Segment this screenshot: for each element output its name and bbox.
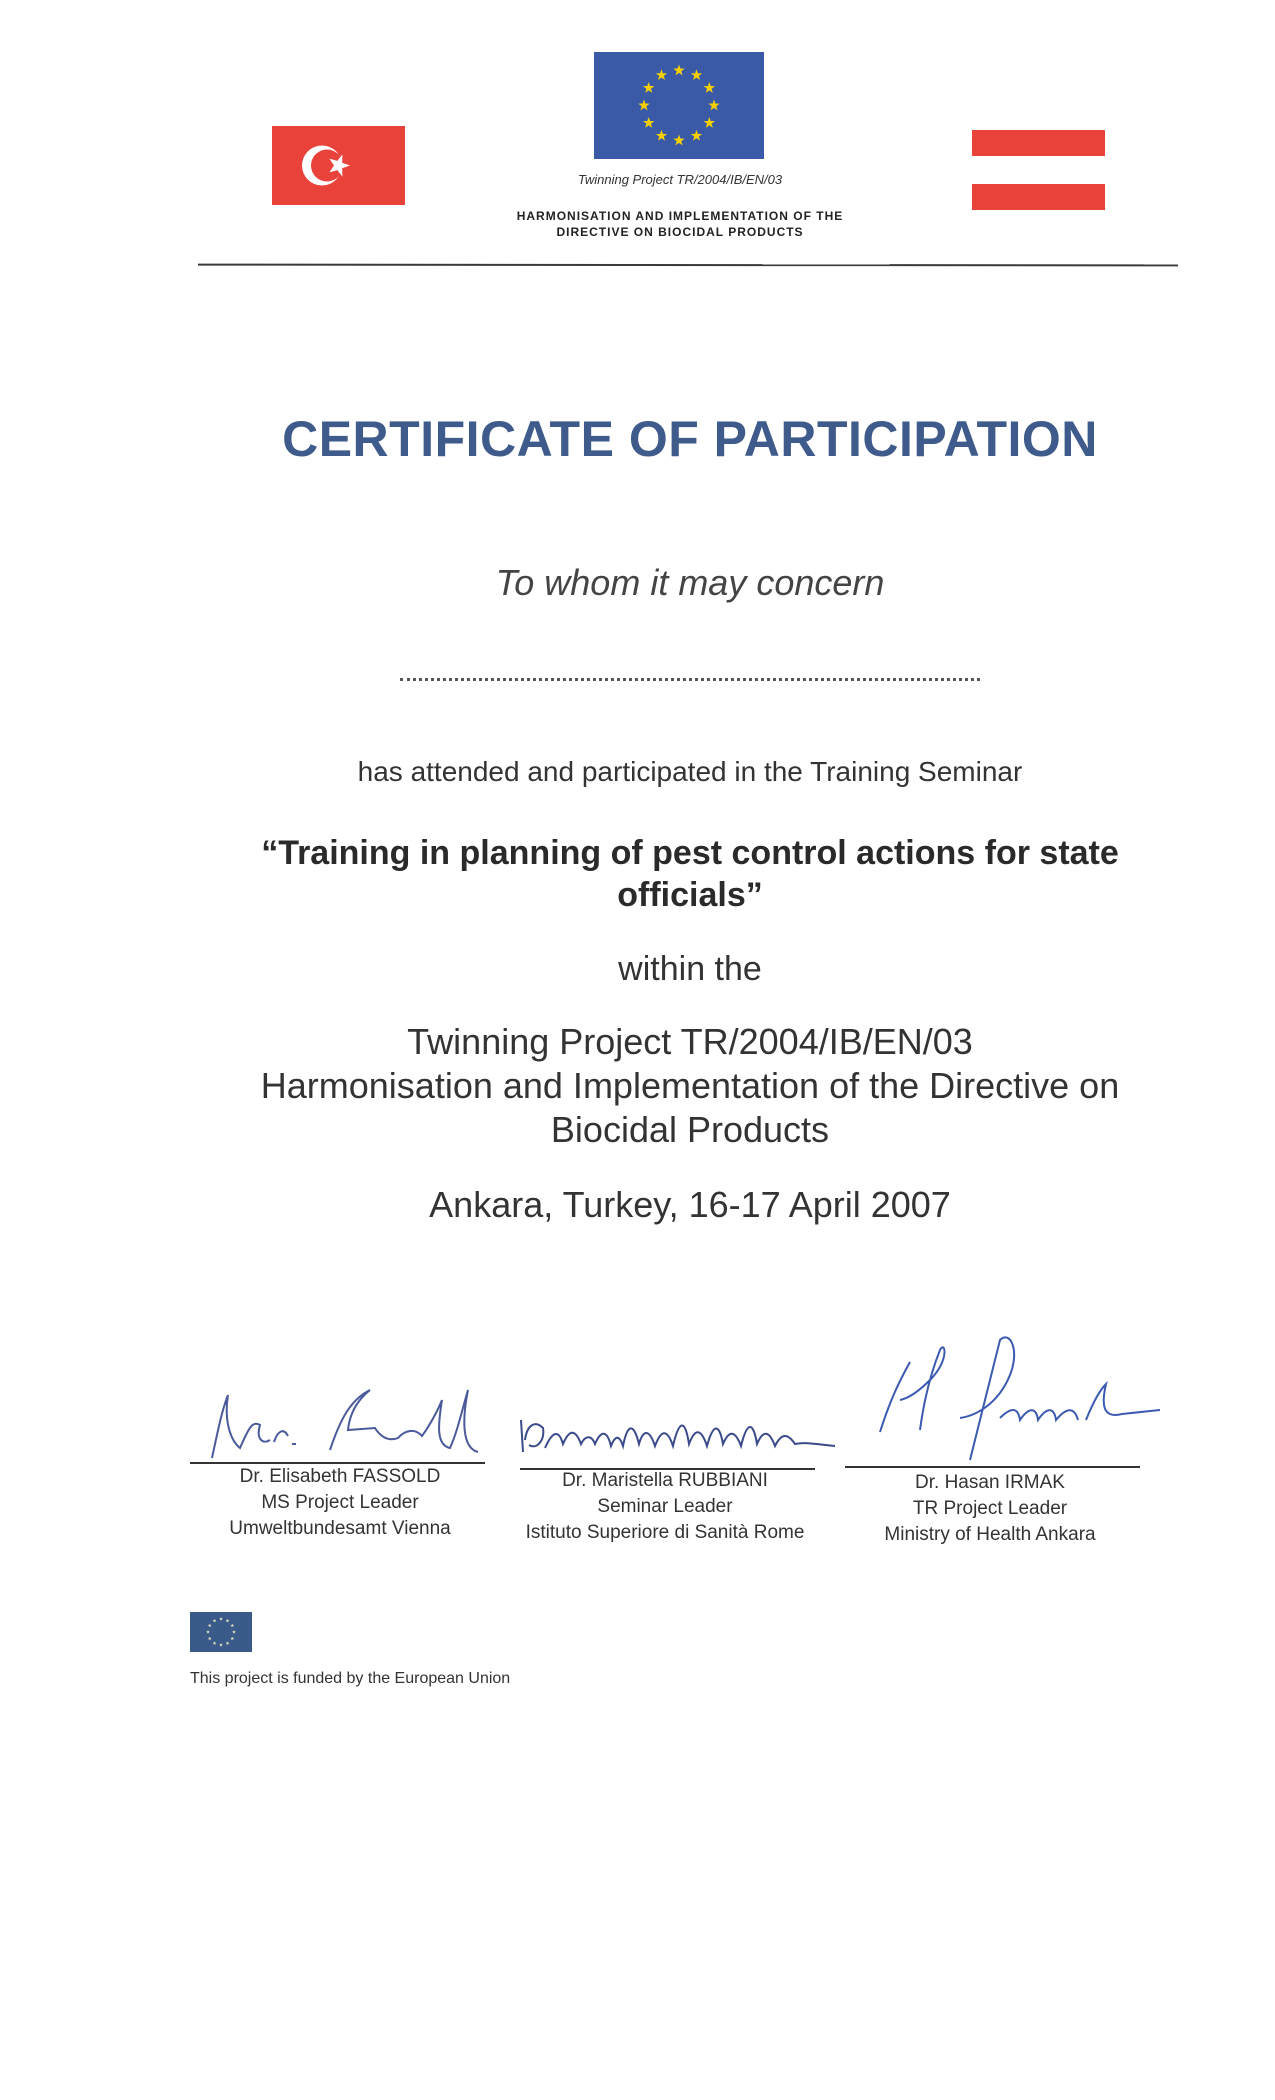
eu-small-flag-icon: [190, 1612, 252, 1652]
header-divider: [198, 264, 1178, 267]
salutation: To whom it may concern: [495, 562, 885, 603]
attended-text: has attended and participated in the Training Seminar: [357, 756, 1023, 787]
signatory-organization: Istituto Superiore di Sanità Rome: [525, 1522, 805, 1543]
place-and-date: Ankara, Turkey, 16-17 April 2007: [429, 1184, 951, 1225]
signature-line: [845, 1466, 1140, 1468]
signatory-role: MS Project Leader: [261, 1492, 419, 1513]
signatory-organization: Ministry of Health Ankara: [884, 1524, 1096, 1545]
signatory-role: Seminar Leader: [597, 1496, 733, 1517]
signatory-role: TR Project Leader: [912, 1498, 1068, 1519]
project-line-2: Harmonisation and Implementation of the Directive on: [260, 1065, 1120, 1106]
within-text: within the: [618, 950, 762, 988]
certificate-title: CERTIFICATE OF PARTICIPATION: [282, 411, 1098, 467]
header-project-title: [400, 208, 960, 240]
project-line-1: Twinning Project TR/2004/IB/EN/03: [407, 1021, 973, 1062]
signature-rubbiani-image: [515, 1400, 865, 1470]
signatory-irmak: [820, 1470, 1160, 1548]
seminar-title: “Training in planning of pest control actions for state officials”: [261, 834, 1119, 914]
signatory-name: Dr. Elisabeth FASSOLD: [239, 1466, 441, 1487]
signature-fassold-image: [200, 1370, 520, 1470]
header-title-line2: DIRECTIVE ON BIOCIDAL PRODUCTS: [556, 225, 804, 239]
header-title-line1: HARMONISATION AND IMPLEMENTATION OF THE: [516, 209, 844, 223]
funding-note: This project is funded by the European Union: [190, 1670, 511, 1687]
austria-flag-icon: [972, 130, 1105, 210]
turkey-flag-icon: [272, 126, 405, 205]
signatory-fassold: [170, 1464, 510, 1542]
eu-flag-icon: [594, 52, 764, 159]
signatory-organization: Umweltbundesamt Vienna: [229, 1518, 451, 1539]
participant-name-line: [400, 678, 980, 681]
signatory-rubbiani: [495, 1468, 835, 1546]
signature-irmak-image: [860, 1320, 1180, 1470]
project-line-3: Biocidal Products: [550, 1109, 830, 1150]
header-project-label: Twinning Project TR/2004/IB/EN/03: [577, 172, 783, 187]
signatory-name: Dr. Hasan IRMAK: [915, 1472, 1065, 1493]
signatory-name: Dr. Maristella RUBBIANI: [562, 1470, 768, 1491]
project-description: [140, 1020, 1240, 1152]
